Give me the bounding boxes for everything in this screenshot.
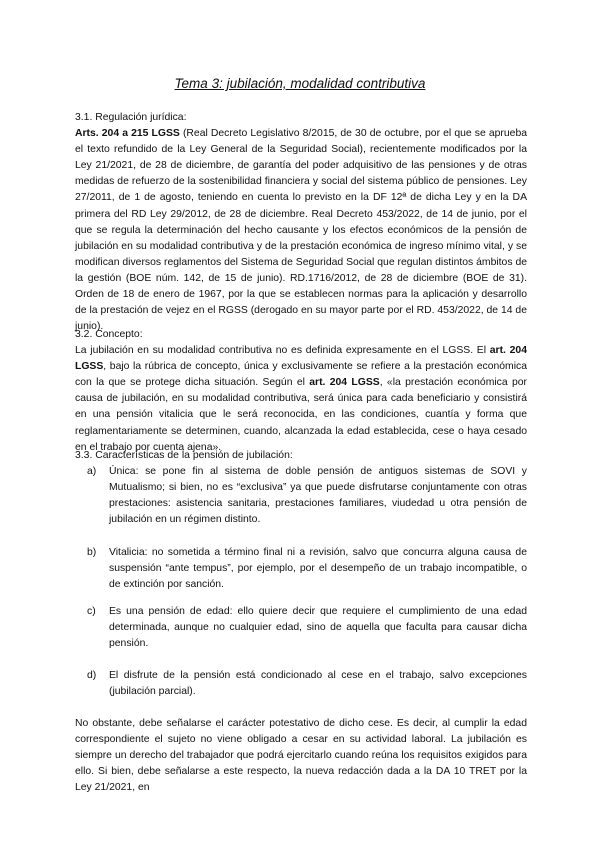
list-item-label: d) — [87, 670, 97, 681]
list-item-text: Vitalicia: no sometida a término final ni a revisión, salvo que concurra alguna causa de suspensión “ante tempus”, por ejemplo, por el desempeño de un trabajo incompatible, o de extinción por sanción. — [109, 547, 527, 591]
concepto-bold-1: art. 204 LGSS — [75, 345, 527, 373]
section-heading-caracteristicas: 3.3. Características de la pensión de jubilación: — [75, 450, 293, 461]
section-heading-concepto: 3.2. Concepto: — [75, 329, 143, 340]
closing-block — [75, 716, 527, 796]
list-item — [87, 604, 527, 659]
closing-paragraph: No obstante, debe señalarse el carácter potestativo de dicho cese. Es decir, al cumplir la edad correspondiente el sujeto no viene obligado a cesar en su actividad laboral. La jubilación es siempre un derecho del trabajador que podrá ejercitarlo cuando reúna los requisitos exigidos para ello. Si bien, debe señalarse a este respecto, la nueva redacción dada a la DA 10 TRET por la Ley 21/2021, en — [75, 718, 527, 794]
concepto-text-2: , bajo la rúbrica de concepto, única y exclusivamente se refiere a la prestación económica con la que se protege dicha situación. Según el — [75, 361, 527, 389]
section-concepto — [75, 327, 527, 456]
list-item-label: b) — [87, 547, 97, 558]
regulacion-bold-ref: Arts. 204 a 215 LGSS — [75, 128, 180, 140]
regulacion-text: (Real Decreto Legislativo 8/2015, de 30 de octubre, por el que se aprueba el texto refundido de la Ley General de la Seguridad Social), recientemente modificados por la Ley 21/2021, de 28 de diciembre, de garantía del poder adquisitivo de las pensiones y de otras medidas de refuerzo de la sostenibilidad financiera y social del sistema público de pensiones. Ley 27/2011, de 1 de agosto, teniendo en cuenta lo previsto en la DF 12ª de dicha Ley y en la DA primera del RD Ley 29/2012, de 28 de diciembre. Real Decreto 453/2022, de 14 de junio, por el que se regula la determinación del hecho causante y los efectos económicos de la pensión de jubilación en su modalidad contributiva y de la prestación económica de ingreso mínimo vital, y se modifican diversos reglamentos del Sistema de Seguridad Social que regulan distintos ámbitos de la gestión (BOE núm. 142, de 15 de junio). RD.1716/2012, de 28 de diciembre (BOE de 31). Orden de 18 de enero de 1967, por la que se establecen normas para la aplicación y desarrollo de la prestación de vejez en el RGSS (derogado en su mayor parte por el RD. 453/2022, de 14 de junio). — [75, 128, 527, 333]
concepto-paragraph — [75, 343, 527, 456]
list-item-text: El disfrute de la pensión está condicionado al cese en el trabajo, salvo excepciones (jubilación parcial). — [109, 670, 527, 698]
list-item — [87, 545, 527, 600]
list-item-label: a) — [87, 466, 97, 477]
list-item — [87, 464, 527, 534]
section-heading-regulacion: 3.1. Regulación jurídica: — [75, 112, 187, 123]
list-item-label: c) — [87, 606, 96, 617]
list-item — [87, 668, 527, 704]
list-item-text: Única: se pone fin al sistema de doble pensión de antiguos sistemas de SOVI y Mutualismo; si bien, no es “exclusiva” ya que puede disfrutarse conjuntamente con otras prestaciones: asistencia sanitaria, prestaciones familiares, viudedad u otra pensión de jubilación en un régimen distinto. — [109, 466, 527, 526]
page-title: Tema 3: jubilación, modalidad contributiva — [174, 76, 426, 91]
concepto-text-1: La jubilación en su modalidad contributiva no es definida expresamente en el LGSS. El — [75, 345, 490, 357]
section-caracteristicas — [75, 448, 527, 464]
list-item-text: Es una pensión de edad: ello quiere decir que requiere el cumplimiento de una edad determinada, aunque no cualquier edad, sino de aquella que faculta para causar dicha pensión. — [109, 606, 527, 650]
regulacion-paragraph — [75, 126, 527, 335]
concepto-bold-2: art. 204 LGSS — [309, 377, 380, 389]
concepto-text-3: , «la prestación económica por causa de jubilación, en su modalidad contributiva, será única para cada beneficiario y consistirá en una pensión vitalicia que le será reconocida, en las condiciones, cuantía y forma que reglamentariamente se determinen, cuando, alcanzada la edad establecida, cese o haya cesado en el trabajo por cuenta ajena». — [75, 377, 528, 453]
section-regulacion — [75, 110, 527, 335]
